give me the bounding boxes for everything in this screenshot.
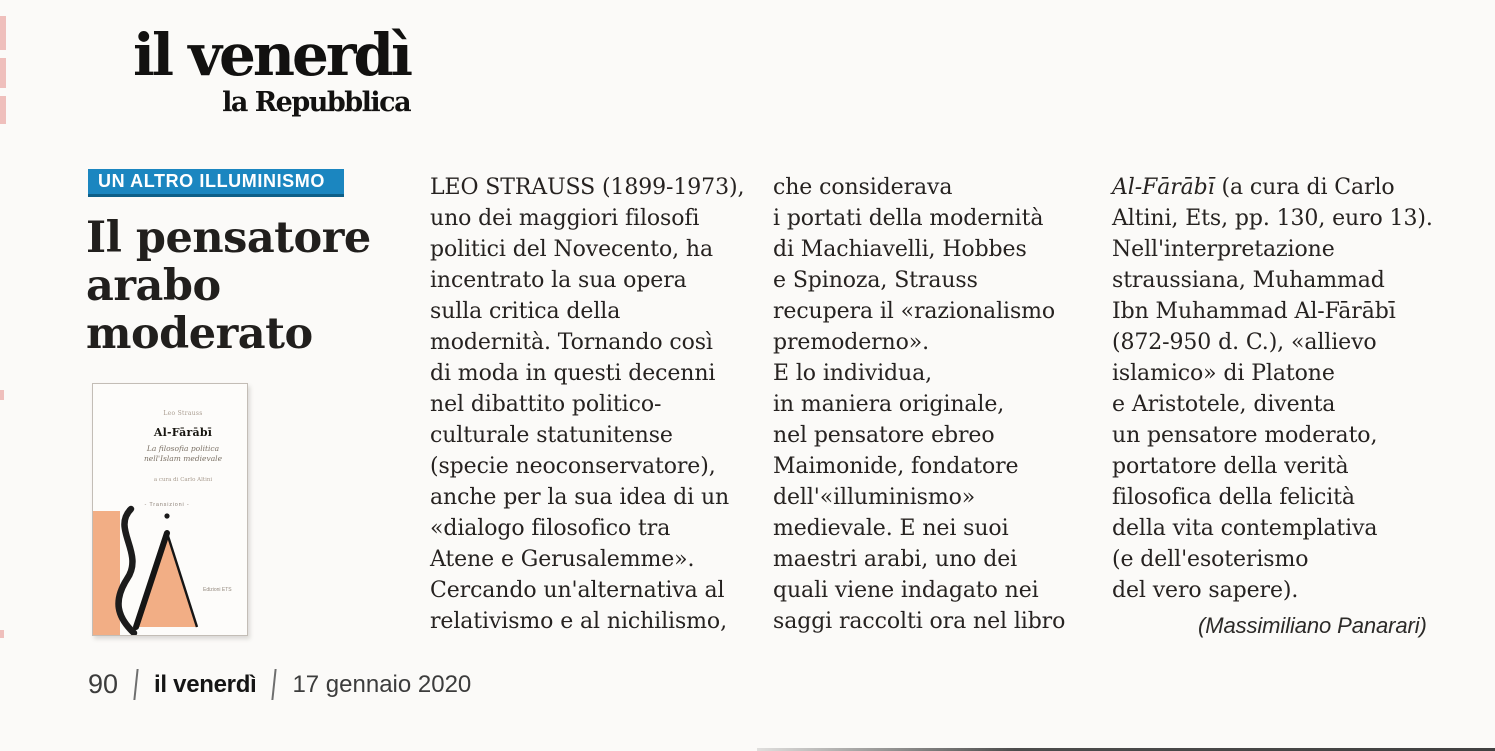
text-line: quali viene indagato nei [773, 578, 1039, 603]
text-line: modernità. Tornando così [430, 330, 713, 355]
text-line: relativismo e al nichilismo, [430, 609, 727, 634]
logo-dot [164, 513, 169, 518]
footer-divider [133, 669, 138, 700]
text-line: incentrato la sua opera [430, 268, 687, 293]
text-line: Altini, Ets, pp. 130, euro 13). [1112, 206, 1433, 231]
text-line: saggi raccolti ora nel libro [773, 609, 1066, 634]
text-line: e Aristotele, diventa [1112, 392, 1336, 417]
text-line: maestri arabi, uno dei [773, 547, 1018, 572]
text-line: E lo individua, [773, 361, 932, 386]
text-line: «dialogo filosofico tra [430, 516, 671, 541]
masthead-title: il venerdì [133, 21, 411, 89]
book-subtitle [123, 444, 243, 463]
author-byline: (Massimiliano Panarari) [1198, 613, 1427, 638]
text-line: straussiana, Muhammad [1112, 268, 1385, 293]
text-line: culturale statunitense [430, 423, 673, 448]
logo-s-band [93, 511, 120, 635]
book-title-italic: Al-Fārābī [1112, 175, 1215, 200]
text-line: in maniera originale, [773, 392, 1005, 417]
headline-line: moderato [86, 309, 313, 359]
kicker-bar [88, 169, 344, 197]
page-footer [88, 669, 471, 700]
headline-line: Il pensatore [86, 213, 371, 263]
book-subtitle-line: nell'Islam medievale [143, 453, 223, 463]
book-cover [92, 383, 248, 636]
book-series: - Transizioni - [144, 502, 190, 508]
text-line: e Spinoza, Strauss [773, 268, 978, 293]
text-line: portatore della verità [1112, 454, 1349, 479]
text-line: premoderno». [773, 330, 930, 355]
scan-edge-mark [0, 16, 6, 50]
masthead-subtitle: la Repubblica [222, 87, 411, 118]
text-line: sulla critica della [430, 299, 621, 324]
text-line: del vero sapere). [1112, 578, 1299, 603]
body-column-3 [1112, 172, 1433, 641]
text-line: politici del Novecento, ha [430, 237, 713, 262]
kicker-label: UN ALTRO ILLUMINISMO [98, 171, 325, 191]
text-line [1112, 172, 1433, 203]
book-author: Leo Strauss [163, 410, 203, 417]
scan-edge-mark [0, 96, 6, 124]
text-line: LEO STRAUSS (1899-1973), [430, 175, 745, 200]
text-line: i portati della modernità [773, 206, 1044, 231]
text-line: un pensatore moderato, [1112, 423, 1378, 448]
publisher-logo-graphic [93, 495, 247, 635]
lead-rest: (a cura di Carlo [1214, 175, 1395, 200]
text-line: uno dei maggiori filosofi [430, 206, 700, 231]
footer-publication: il venerdì [154, 670, 257, 698]
text-line: Cercando un'alternativa al [430, 578, 725, 603]
logo-s-curve [119, 509, 134, 633]
text-line: nel dibattito politico- [430, 392, 662, 417]
text-line: Ibn Muhammad Al-Fārābī [1112, 299, 1396, 324]
text-line: nel pensatore ebreo [773, 423, 995, 448]
text-line: Atene e Gerusalemme». [430, 547, 695, 572]
scan-edge-mark [0, 390, 4, 400]
text-line: filosofica della felicità [1112, 485, 1355, 510]
text-line: recupera il «razionalismo [773, 299, 1056, 324]
text-line: anche per la sua idea di un [430, 485, 730, 510]
text-line: (specie neoconservatore), [430, 454, 716, 479]
logo-a-triangle [136, 533, 197, 627]
text-line: islamico» di Platone [1112, 361, 1335, 386]
text-line: di moda in questi decenni [430, 361, 716, 386]
page-number: 90 [88, 669, 119, 699]
text-line: della vita contemplativa [1112, 516, 1378, 541]
text-line: (e dell'esoterismo [1112, 547, 1309, 572]
footer-date: 17 gennaio 2020 [292, 670, 472, 698]
text-line: dell'«illuminismo» [773, 485, 976, 510]
text-line: che considerava [773, 175, 953, 200]
book-cover-text [123, 410, 243, 483]
scan-edge-mark [0, 58, 6, 88]
article-headline [86, 214, 371, 358]
text-line: (872-950 d. C.), «allievo [1112, 330, 1377, 355]
scan-edge-mark [0, 630, 4, 638]
book-publisher: Edizioni ETS [203, 587, 232, 593]
footer-divider [272, 669, 277, 700]
book-title: Al-Fārābī [153, 426, 213, 439]
text-line: medievale. E nei suoi [773, 516, 1009, 541]
column-3-rest [1112, 203, 1433, 606]
body-column-2 [773, 172, 1065, 637]
text-line: di Machiavelli, Hobbes [773, 237, 1027, 262]
book-subtitle-line: La filosofia politica [146, 444, 220, 453]
text-line: Maimonide, fondatore [773, 454, 1019, 479]
body-column-1 [430, 172, 744, 637]
text-line: Nell'interpretazione [1112, 237, 1335, 262]
masthead [133, 21, 411, 118]
book-editor: a cura di Carlo Altini [153, 477, 213, 483]
headline-line: arabo [86, 261, 221, 311]
